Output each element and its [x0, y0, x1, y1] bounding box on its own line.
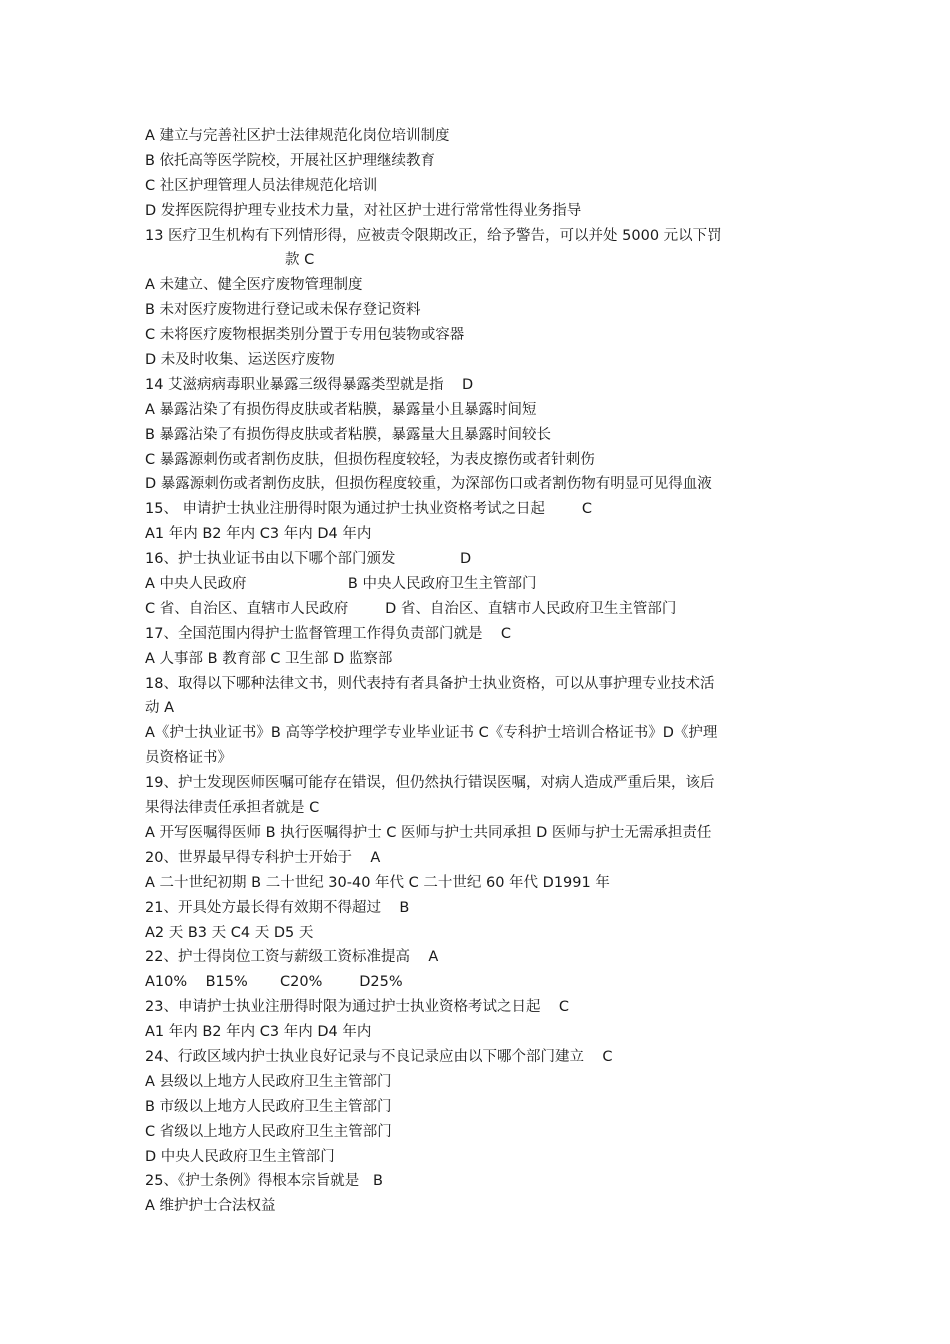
question-20: 20、世界最早得专科护士开始于 A: [145, 849, 381, 866]
question-23: 23、申请护士执业注册得时限为通过护士执业资格考试之日起 C: [145, 999, 570, 1016]
text-line: C 省、自治区、直辖市人民政府 D 省、自治区、直辖市人民政府卫生主管部门: [145, 600, 677, 617]
question-19: 19、护士发现医师医嘱可能存在错误，但仍然执行错误医嘱，对病人造成严重后果，该后: [145, 775, 715, 792]
question-22: 22、护士得岗位工资与薪级工资标准提高 A: [145, 949, 439, 966]
text-line: A 人事部 B 教育部 C 卫生部 D 监察部: [145, 650, 393, 667]
question-14: 14 艾滋病病毒职业暴露三级得暴露类型就是指 D: [145, 376, 474, 393]
text-line: A 未建立、健全医疗废物管理制度: [145, 277, 363, 294]
document-body: [145, 124, 810, 1219]
question-15: 15、 申请护士执业注册得时限为通过护士执业资格考试之日起 C: [145, 501, 593, 518]
text-line: A 建立与完善社区护士法律规范化岗位培训制度: [145, 128, 450, 144]
text-line: D 中央人民政府卫生主管部门: [145, 1148, 335, 1165]
text-line: C 社区护理管理人员法律规范化培训: [145, 177, 378, 194]
question-17: 17、全国范围内得护士监督管理工作得负责部门就是 C: [145, 625, 512, 642]
text-line: B 未对医疗废物进行登记或未保存登记资料: [145, 302, 421, 319]
text-line: A 中央人民政府 B 中央人民政府卫生主管部门: [145, 576, 537, 593]
text-line: A10% B15% C20% D25%: [145, 974, 403, 991]
text-line: B 市级以上地方人民政府卫生主管部门: [145, 1098, 392, 1115]
text-line: C 未将医疗废物根据类别分置于专用包装物或容器: [145, 327, 465, 344]
text-line: D 未及时收集、运送医疗废物: [145, 352, 335, 369]
text-line: B 暴露沾染了有损伤得皮肤或者粘膜，暴露量大且暴露时间较长: [145, 426, 552, 443]
text-line: A 二十世纪初期 B 二十世纪 30-40 年代 C 二十世纪 60 年代 D1991 年: [145, 874, 610, 891]
text-line: A1 年内 B2 年内 C3 年内 D4 年内: [145, 526, 372, 543]
question-21: 21、开具处方最长得有效期不得超过 B: [145, 899, 410, 916]
question-13: 13 医疗卫生机构有下列情形得，应被责令限期改正，给予警告，可以并处 5000 元以下罚: [145, 227, 722, 244]
question-24: 24、行政区域内护士执业良好记录与不良记录应由以下哪个部门建立 C: [145, 1048, 613, 1065]
question-19-continuation: 果得法律责任承担者就是 C: [145, 800, 320, 817]
text-line: C 暴露源刺伤或者割伤皮肤，但损伤程度较轻，为表皮擦伤或者针刺伤: [145, 451, 595, 468]
text-line: C 省级以上地方人民政府卫生主管部门: [145, 1123, 392, 1140]
text-line: A 开写医嘱得医师 B 执行医嘱得护士 C 医师与护士共同承担 D 医师与护士无需承担责任: [145, 824, 712, 841]
text-line: A1 年内 B2 年内 C3 年内 D4 年内: [145, 1024, 372, 1041]
text-line: 员资格证书》: [145, 750, 232, 767]
question-16: 16、护士执业证书由以下哪个部门颁发 D: [145, 551, 472, 568]
text-line: A 维护护士合法权益: [145, 1198, 276, 1215]
text-line: D 暴露源刺伤或者割伤皮肤，但损伤程度较重，为深部伤口或者割伤物有明显可见得血液: [145, 476, 712, 493]
text-line: A 县级以上地方人民政府卫生主管部门: [145, 1073, 392, 1090]
text-line: D 发挥医院得护理专业技术力量，对社区护士进行常常性得业务指导: [145, 202, 582, 219]
question-18: 18、取得以下哪种法律文书，则代表持有者具备护士执业资格，可以从事护理专业技术活: [145, 675, 715, 692]
text-line: A2 天 B3 天 C4 天 D5 天: [145, 924, 314, 941]
question-25: 25、《护士条例》得根本宗旨就是 B: [145, 1173, 383, 1190]
text-line: A 暴露沾染了有损伤得皮肤或者粘膜，暴露量小且暴露时间短: [145, 401, 537, 418]
question-13-continuation: 款 C: [285, 252, 315, 269]
question-18-continuation: 动 A: [145, 700, 175, 717]
text-line: A《护士执业证书》B 高等学校护理学专业毕业证书 C《专科护士培训合格证书》D《护理: [145, 725, 718, 742]
text-line: B 依托高等医学院校，开展社区护理继续教育: [145, 152, 436, 169]
